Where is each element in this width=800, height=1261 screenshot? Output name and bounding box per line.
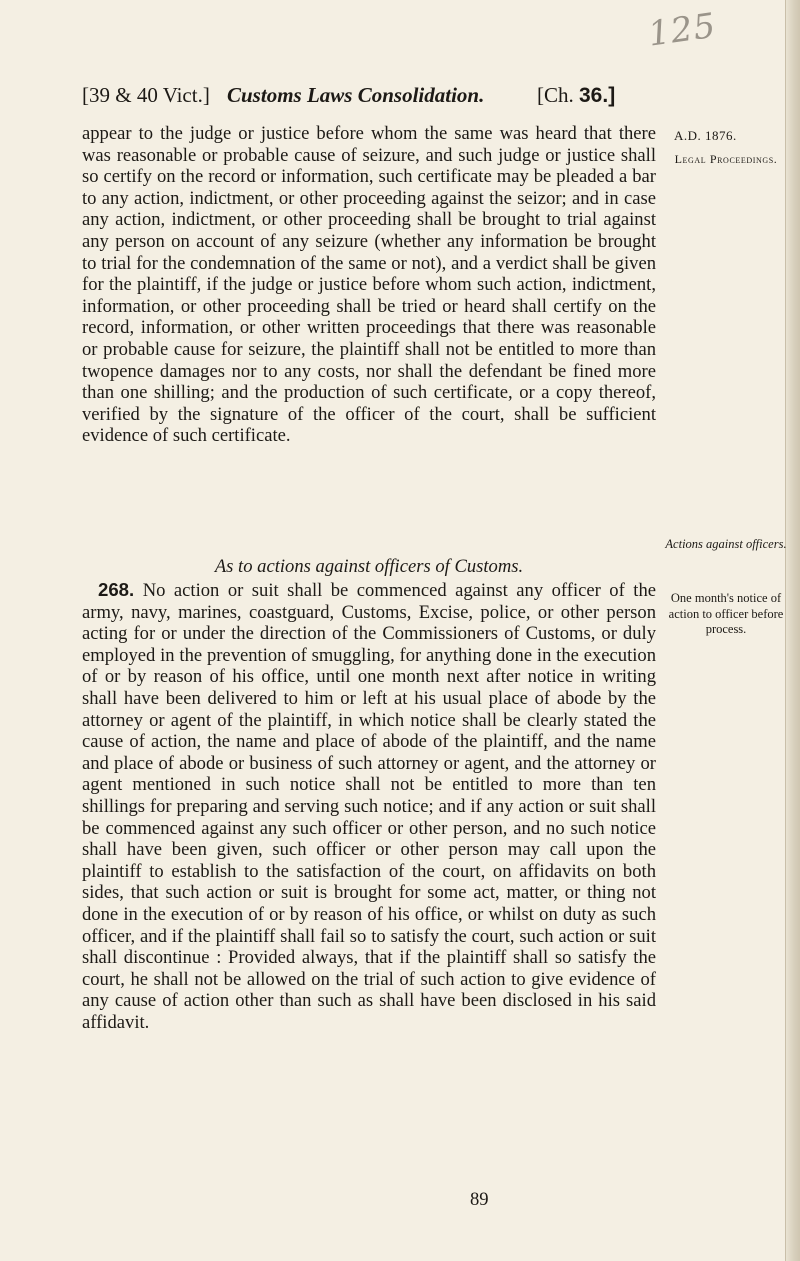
section-number: 268. [98,579,135,600]
sidenote-notice-of-action: One month's notice of action to officer before process. [668,591,784,636]
paragraph-text: appear to the judge or justice before whom the same was heard that there was reasonable or probable cause of seizure, and such judge or justice shall so certify on the record or information, such certificate may be pleaded a bar to any action, indictment, or other proceeding against the seizor; and in case any action, indictment, or other proceeding shall be brought to trial against any person on account of any seizure (whether any information be brought to trial for the condemnation of the same or not), and a verdict shall be given for the plaintiff, if the judge or justice before whom such action, indictment, information, or other proceeding shall be tried or heard shall certify on the record, information, or other written proceedings that there was reasonable or probable cause for seizure, the plaintiff shall not be entitled to more than twopence damages nor to any costs, nor shall the defendant be fined more than one shilling; and the production of such certificate, or a copy thereof, verified by the signature of the officer of the court, shall be sufficient evidence of such certificate. [82,123,656,447]
body-paragraph [82,123,656,447]
sidenote-legal-proceedings: Legal Proceedings. [674,152,778,166]
section-268 [82,579,656,1033]
section-heading: As to actions against officers of Customs. [214,556,524,577]
pencil-annotation: 125 [645,5,719,55]
header-title: Customs Laws Consolidation. [227,83,485,107]
section-text: No action or suit shall be commenced against any officer of the army, navy, marines, coastguard, Customs, Excise, police, or other person acting for or under the direction of the Commissioners of Customs, or duly employed in the prevention of smuggling, for anything done in the execution of or by reason of his office, until one month next after notice in writing shall have been delivered to him or left at his usual place of abode by the attorney or agent of the plaintiff, in which notice shall be clearly stated the cause of action, the name and place of abode of the plaintiff, and the name and place of abode or business of such attorney or agent, and the attorney or agent mentioned in such notice shall not be entitled to more than ten shillings for preparing and serving such notice; and if any action or suit shall be commenced against any such officer or other person, and no such notice shall have been given, such officer or other person may call upon the plaintiff to establish to the satisfaction of the court, on affidavits on both sides, that such action or suit is brought for some act, matter, or thing not done in the execution of or by reason of his office, or whilst on duty as such officer, and if the plaintiff shall fail so to satisfy the court, such action or suit shall discontinue : Provided always, that if the plaintiff shall so satisfy the court, he shall not be allowed on the trial of such action to give evidence of any cause of action other than such as shall have been disclosed in his said affidavit. [82,580,656,1033]
header-chapter [537,83,615,108]
header-chapter-prefix: [Ch. [537,83,574,107]
section-paragraph [82,579,656,1033]
running-header [82,83,682,113]
header-chapter-number: 36.] [579,84,616,107]
header-regnal-year: [39 & 40 Vict.] [82,83,210,107]
sidenote-actions-against-officers: Actions against officers. [665,537,787,551]
page-number: 89 [470,1189,489,1210]
sidenote-date: A.D. 1876. [674,128,737,143]
